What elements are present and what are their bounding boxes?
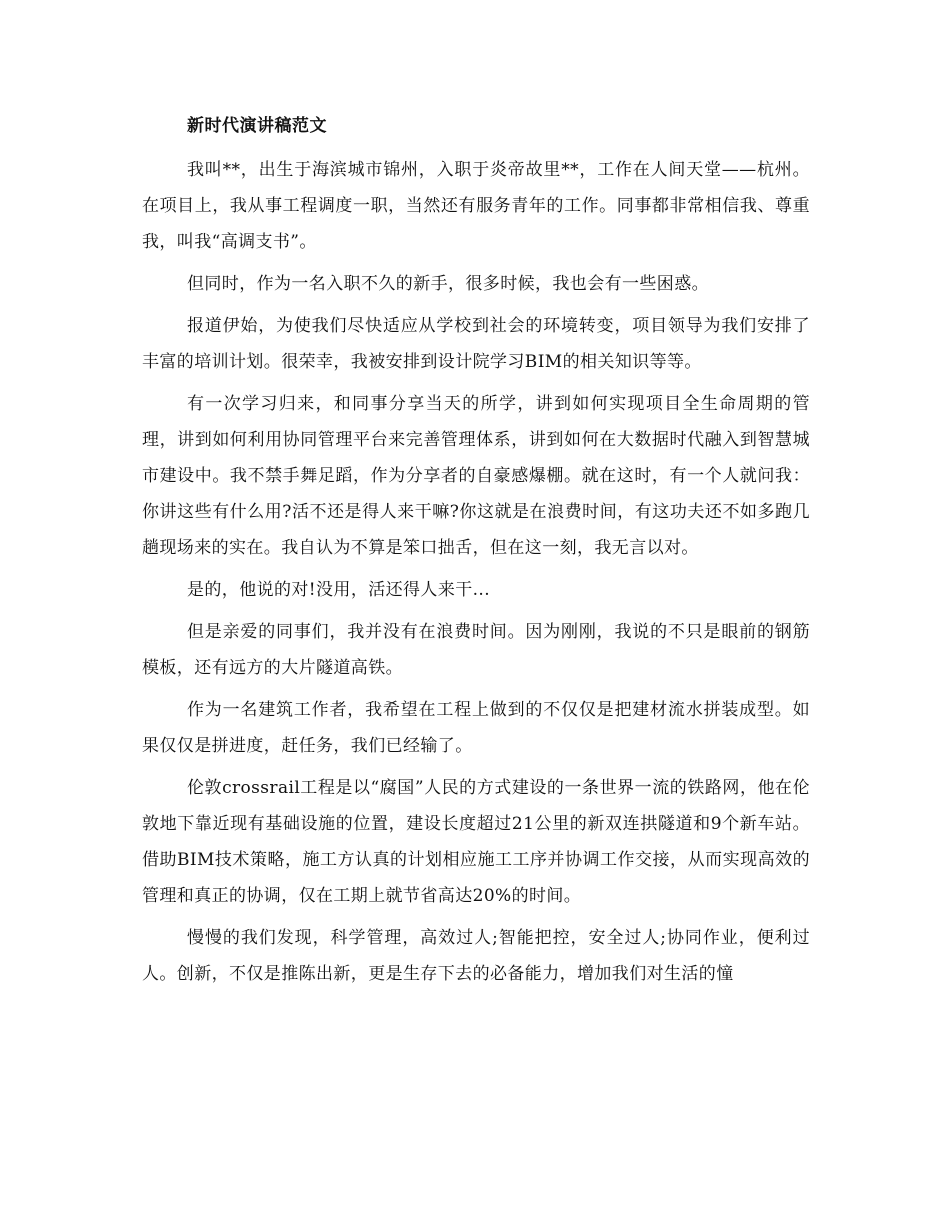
paragraph: 我叫**，出生于海滨城市锦州，入职于炎帝故里**，工作在人间天堂——杭州。在项目上，我从事工程调度一职，当然还有服务青年的工作。同事都非常相信我、尊重我，叫我“高调支书”。	[142, 160, 810, 252]
paragraph: 作为一名建筑工作者，我希望在工程上做到的不仅仅是把建材流水拼装成型。如果仅仅是拼进度，赶任务，我们已经输了。	[142, 700, 810, 756]
paragraph: 是的，他说的对!没用，活还得人来干...	[187, 580, 491, 600]
paragraph: 但是亲爱的同事们，我并没有在浪费时间。因为刚刚，我说的不只是眼前的钢筋模板，还有远方的大片隧道高铁。	[142, 622, 810, 678]
paragraph: 慢慢的我们发现，科学管理，高效过人;智能把控，安全过人;协同作业，便利过人。创新，不仅是推陈出新，更是生存下去的必备能力，增加我们对生活的憧	[142, 928, 810, 984]
paragraph: 伦敦crossrail工程是以“腐国”人民的方式建设的一条世界一流的铁路网，他在伦敦地下靠近现有基础设施的位置，建设长度超过21公里的新双连拱隧道和9个新车站。借助BIM技术策略，施工方认真的计划相应施工工序并协调工作交接，从而实现高效的管理和真正的协调，仅在工期上就节省高达20%的时间。	[142, 778, 810, 906]
document-title: 新时代演讲稿范文	[187, 116, 327, 136]
paragraph: 报道伊始，为使我们尽快适应从学校到社会的环境转变，项目领导为我们安排了丰富的培训计划。很荣幸，我被安排到设计院学习BIM的相关知识等等。	[142, 316, 810, 372]
paragraph: 有一次学习归来，和同事分享当天的所学，讲到如何实现项目全生命周期的管理，讲到如何利用协同管理平台来完善管理体系，讲到如何在大数据时代融入到智慧城市建设中。我不禁手舞足蹈，作为分享者的自豪感爆棚。就在这时，有一个人就问我：你讲这些有什么用?活不还是得人来干嘛?你这就是在浪费时间，有这功夫还不如多跑几趟现场来的实在。我自认为不算是笨口拙舌，但在这一刻，我无言以对。	[142, 394, 810, 558]
document-body	[142, 108, 810, 998]
paragraph: 但同时，作为一名入职不久的新手，很多时候，我也会有一些困惑。	[187, 274, 709, 294]
